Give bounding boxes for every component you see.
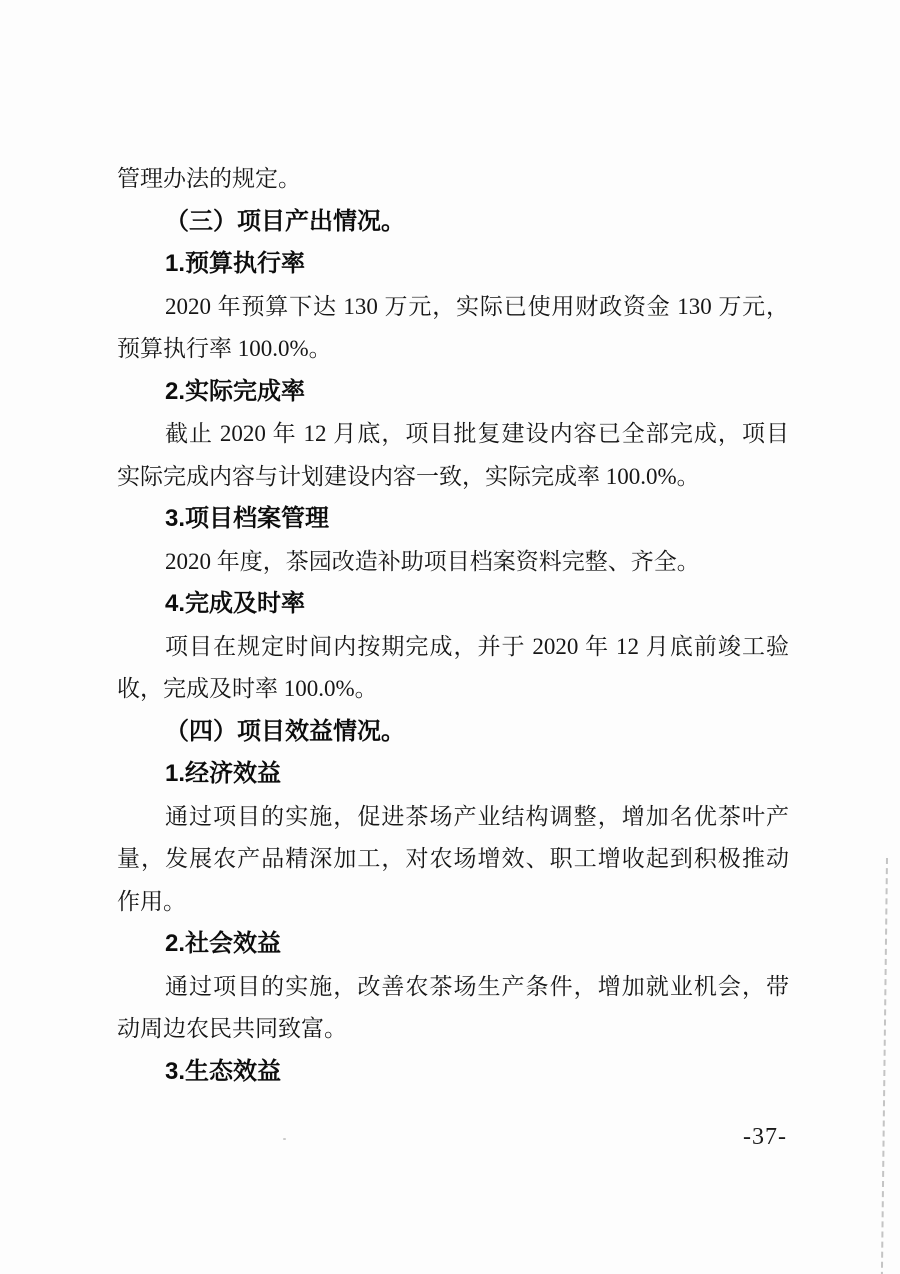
text-line: 管理办法的规定。 [117,166,301,191]
section-heading: （四）项目效益情况。 [165,717,405,745]
scan-artifact-speck [283,1138,286,1140]
scan-artifact-dashed-line [881,858,888,1274]
text-line: 收，完成及时率 100.0%。 [117,676,378,701]
text-line: 2020 年预算下达 130 万元，实际已使用财政资金 130 万元， [165,293,789,319]
text-line: 截止 2020 年 12 月底，项目批复建设内容已全部完成，项目 [165,421,789,446]
text-line: 通过项目的实施，改善农茶场生产条件，增加就业机会，带 [165,973,789,999]
text-line: 量，发展农产品精深加工，对农场增效、职工增收起到积极推动 [117,846,789,871]
text-line: 2020 年度，茶园改造补助项目档案资料完整、齐全。 [165,548,700,574]
section-heading: （三）项目产出情况。 [165,207,405,235]
text-line: 动周边农民共同致富。 [117,1016,347,1041]
section-heading: 2.实际完成率 [165,377,306,405]
text-line: 作用。 [117,888,186,914]
section-heading: 1.预算执行率 [165,250,306,277]
text-line: 项目在规定时间内按期完成，并于 2020 年 12 月底前竣工验 [165,633,789,659]
page-number: -37- [743,1124,787,1150]
section-heading: 4.完成及时率 [165,590,306,617]
text-line: 通过项目的实施，促进茶场产业结构调整，增加名优茶叶产 [165,803,789,829]
section-heading: 3.生态效益 [165,1057,282,1085]
section-heading: 1.经济效益 [165,760,282,787]
section-heading: 2.社会效益 [165,930,282,957]
text-line: 预算执行率 100.0%。 [117,336,332,361]
section-heading: 3.项目档案管理 [165,505,330,532]
document-body [117,158,789,1093]
text-line: 实际完成内容与计划建设内容一致，实际完成率 100.0%。 [117,463,700,489]
